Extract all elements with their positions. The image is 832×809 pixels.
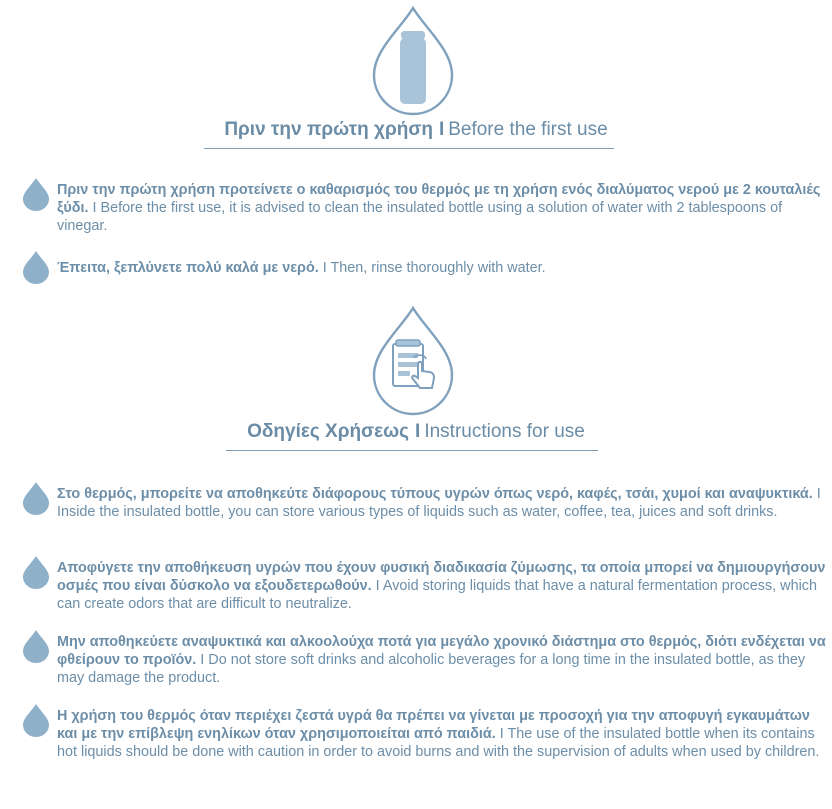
item-greek-text: Μην αποθηκεύετε αναψυκτικά και αλκοολούχα ποτά για μεγάλο χρονικό διάστημα στο θερμός, διότι ενδέχεται να φθείρουν το προϊόν. <box>57 634 826 668</box>
title-greek: Οδηγίες Χρήσεως <box>247 421 410 442</box>
item-english-text: Then, rinse thoroughly with water. <box>330 260 546 276</box>
item-separator: I <box>495 726 508 742</box>
item-greek-text: Η χρήση του θερμός όταν περιέχει ζεστά υγρά θα πρέπει να γίνεται με προσοχή για την αποφυγή εγκαυμάτων και με την επίβλεψη ενηλίκων όταν χρησιμοποιείται από παιδιά. <box>57 708 810 742</box>
instructions-touch-icon <box>370 306 456 418</box>
item-separator: I <box>812 486 821 502</box>
title-separator: I <box>415 421 421 442</box>
title-separator: I <box>438 119 445 140</box>
item-english-text: Inside the insulated bottle, you can store various types of liquids such as water, coffee, tea, juices and soft drinks. <box>57 504 778 520</box>
item-separator: I <box>196 652 209 668</box>
section-title-instructions-for-use <box>0 421 832 443</box>
item-english-text: Do not store soft drinks and alcoholic beverages for a long time in the insulated bottle, as they may damage the product. <box>57 652 806 686</box>
item-english-text: The use of the insulated bottle when its contains hot liquids should be done with caution in order to avoid burns and with the supervision of adults when used by children. <box>57 726 820 760</box>
title-english: Instructions for use <box>424 421 585 442</box>
item-separator: I <box>88 200 101 216</box>
item-separator: I <box>318 260 331 276</box>
item-english-text: Avoid storing liquids that have a natural fermentation process, which can create odors that are difficult to neutralize. <box>57 578 817 612</box>
bottle-icon <box>370 6 456 118</box>
item-greek-text: Στο θερμός, μπορείτε να αποθηκεύτε διάφορους τύπους υγρών όπως νερό, καφές, τσάι, χυμοί και αναψυκτικά. <box>57 486 813 502</box>
item-greek-text: Αποφύγετε την αποθήκευση υγρών που έχουν φυσική διαδικασία ζύμωσης, τα οποία μπορεί να δημιουργήσουν οσμές που είναι δύσκολο να εξουδετερωθούν. <box>57 560 826 594</box>
item-separator: I <box>371 578 383 594</box>
water-drop-icon <box>22 177 50 211</box>
item-greek-text: Πριν την πρώτη χρήση προτείνετε ο καθαρισμός του θερμός με τη χρήση ενός διαλύματος νερού με 2 κουταλιές ξύδι. <box>57 182 821 216</box>
water-drop-icon <box>22 629 50 663</box>
water-drop-icon <box>22 555 50 589</box>
water-drop-icon <box>22 250 50 284</box>
water-drop-icon <box>22 481 50 515</box>
water-drop-icon <box>22 703 50 737</box>
title-underline <box>226 450 598 451</box>
title-english: Before the first use <box>448 119 608 140</box>
title-greek: Πριν την πρώτη χρήση <box>224 119 433 140</box>
title-underline <box>204 148 614 149</box>
item-english-text: Before the first use, it is advised to clean the insulated bottle using a solution of water with 2 tablespoons of vinegar. <box>57 200 783 234</box>
section-title-before-first-use <box>0 119 832 141</box>
item-greek-text: Έπειτα, ξεπλύνετε πολύ καλά με νερό. <box>57 260 319 276</box>
